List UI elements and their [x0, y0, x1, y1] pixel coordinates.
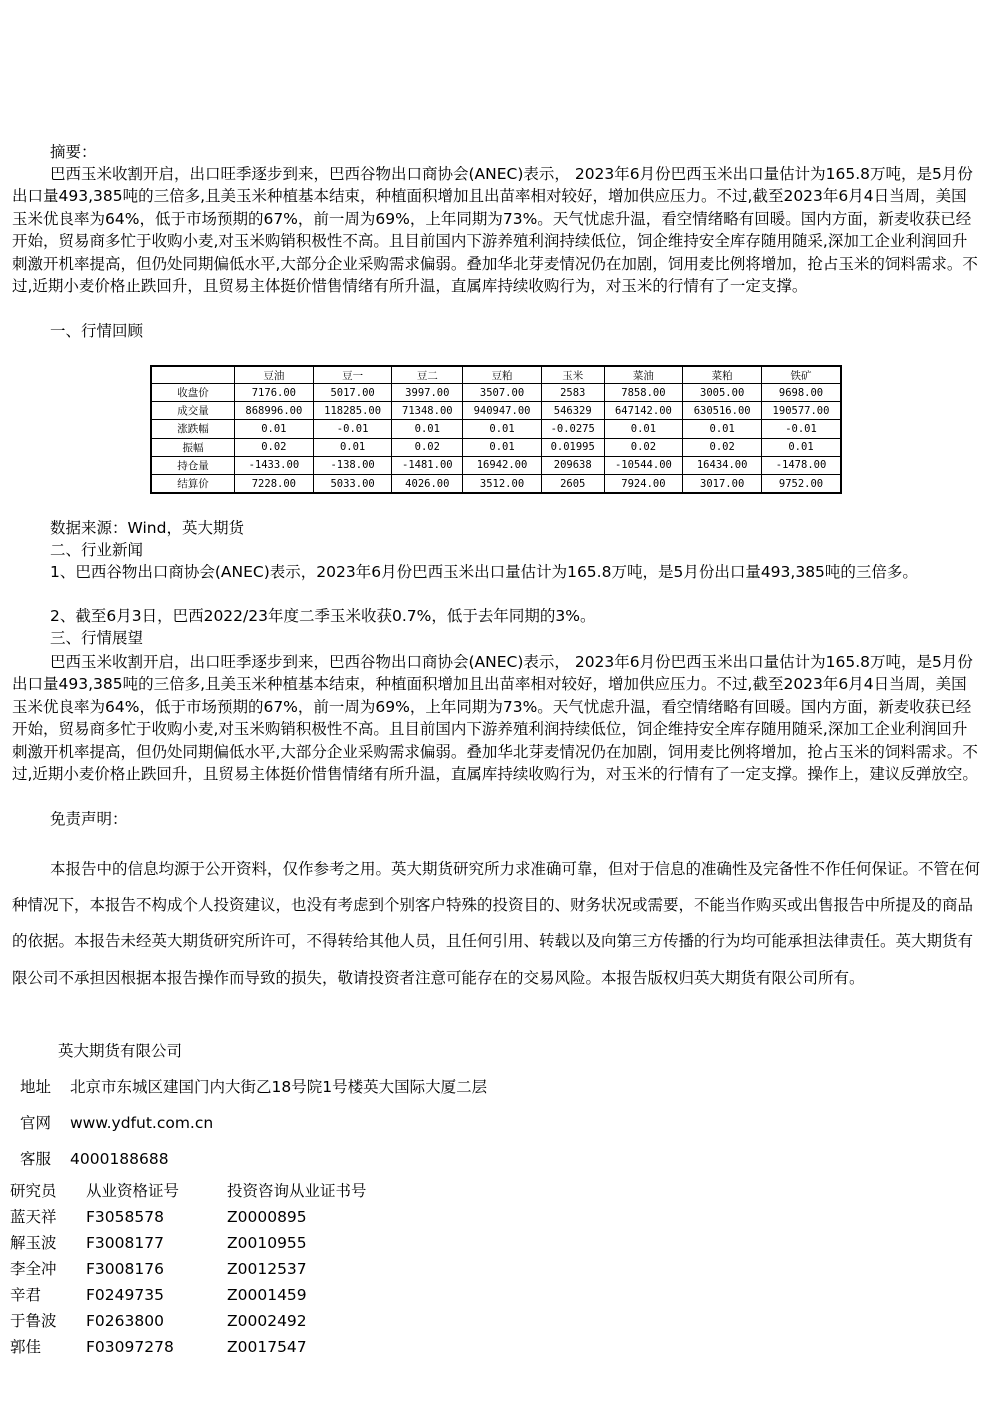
- market-table-header-cell: 菜油: [604, 366, 683, 384]
- qualification-number: F3058578: [86, 1208, 164, 1226]
- market-table-cell: 0.02: [235, 438, 314, 456]
- market-table-cell: -1478.00: [762, 456, 841, 474]
- market-table: [150, 365, 842, 494]
- market-table-cell: 9698.00: [762, 384, 841, 402]
- market-table-cell: 0.02: [604, 438, 683, 456]
- market-table-cell: 630516.00: [683, 402, 762, 420]
- market-table-cell: 2583: [541, 384, 604, 402]
- researcher-header-row: [10, 1178, 367, 1204]
- market-table-cell: 3512.00: [463, 474, 542, 493]
- researcher-table: [10, 1178, 367, 1360]
- service-value: 4000188688: [70, 1150, 169, 1168]
- address-label: 地址: [20, 1078, 52, 1096]
- outlook-text: 巴西玉米收割开启，出口旺季逐步到来，巴西谷物出口商协会(ANEC)表示， 2023年6月份巴西玉米出口量估计为165.8万吨，是5月份出口量493,385吨的三倍多,且美玉米种植基本结束，种植面积增加且出苗率相对较好，增加供应压力。不过,截至2023年6月4日当周，美国玉米优良率为64%，低于市场预期的67%，前一周为69%，上年同期为73%。天气忧虑升温，看空情绪略有回暖。国内方面，新麦收获已经开始，贸易商多忙于收购小麦,对玉米购销积极性不高。且目前国内下游养殖利润持续低位，饲企维持安全库存随用随采,深加工企业利润回升刺激开机率提高，但仍处同期偏低水平,大部分企业采购需求偏弱。叠加华北芽麦情况仍在加剧，饲用麦比例将增加，抢占玉米的饲料需求。不过,近期小麦价格止跌回升，且贸易主体挺价惜售情绪有所升温，直属库持续收购行为，对玉米的行情有了一定支撑。操作上，建议反弹放空。: [12, 653, 978, 784]
- market-table-header-cell: [151, 366, 235, 384]
- market-table-cell: 940947.00: [463, 402, 542, 420]
- qualification-number: F3008177: [86, 1234, 164, 1252]
- researcher-row: [10, 1334, 367, 1360]
- market-table-cell: 2605: [541, 474, 604, 493]
- market-table-cell: 5033.00: [313, 474, 392, 493]
- market-table-cell: 0.01: [604, 420, 683, 438]
- market-table-row-label: 成交量: [151, 402, 235, 420]
- market-table-cell: -1433.00: [235, 456, 314, 474]
- address-row: [20, 1076, 487, 1098]
- market-table-cell: 0.01: [392, 420, 463, 438]
- market-table-cell: 647142.00: [604, 402, 683, 420]
- disclaimer-text: 本报告中的信息均源于公开资料，仅作参考之用。英大期货研究所力求准确可靠，但对于信息的准确性及完备性不作任何保证。不管在何种情况下，本报告不构成个人投资建议，也没有考虑到个别客户特殊的投资目的、财务状况或需要，不能当作购买或出售报告中所提及的商品的依据。本报告未经英大期货研究所许可，不得转给其他人员，且任何引用、转载以及向第三方传播的行为均可能承担法律责任。英大期货有限公司不承担因根据本报告操作而导致的损失，敬请投资者注意可能存在的交易风险。本报告版权归英大期货有限公司所有。: [12, 860, 981, 987]
- address-value: 北京市东城区建国门内大街乙18号院1号楼英大国际大厦二层: [70, 1078, 488, 1096]
- industry-news-heading: 二、行业新闻: [50, 541, 144, 559]
- market-table-header-cell: 豆粕: [463, 366, 542, 384]
- researcher-name: 蓝天祥: [10, 1208, 57, 1226]
- market-table-row-label: 持仓量: [151, 456, 235, 474]
- market-table-cell: 3507.00: [463, 384, 542, 402]
- market-table-cell: 0.01: [313, 438, 392, 456]
- outlook-heading: 三、行情展望: [50, 629, 144, 647]
- market-table-cell: 3005.00: [683, 384, 762, 402]
- researcher-name: 于鲁波: [10, 1312, 57, 1330]
- consulting-certificate-number: Z0002492: [227, 1312, 307, 1330]
- website-value[interactable]: www.ydfut.com.cn: [70, 1114, 214, 1132]
- market-table-cell: 3017.00: [683, 474, 762, 493]
- news-item-1: 1、巴西谷物出口商协会(ANEC)表示，2023年6月份巴西玉米出口量估计为165.8万吨，是5月份出口量493,385吨的三倍多。: [50, 563, 918, 581]
- market-table-cell: 71348.00: [392, 402, 463, 420]
- data-source: 数据来源：Wind，英大期货: [50, 519, 244, 537]
- market-table-cell: 0.01: [463, 438, 542, 456]
- consulting-certificate-number: Z0010955: [227, 1234, 307, 1252]
- market-table-header-cell: 菜粕: [683, 366, 762, 384]
- researcher-name: 辛君: [10, 1286, 42, 1304]
- market-table-row-label: 振幅: [151, 438, 235, 456]
- market-table-cell: 118285.00: [313, 402, 392, 420]
- market-table-cell: 0.01: [235, 420, 314, 438]
- market-table-header-cell: 玉米: [541, 366, 604, 384]
- researcher-row: [10, 1282, 367, 1308]
- researcher-row: [10, 1308, 367, 1334]
- qualification-number: F03097278: [86, 1338, 174, 1356]
- market-review-heading: 一、行情回顾: [50, 322, 144, 340]
- market-table-cell: -0.01: [762, 420, 841, 438]
- qualification-number: F3008176: [86, 1260, 164, 1278]
- researcher-header-cell: 研究员: [10, 1182, 57, 1200]
- market-table-cell: 546329: [541, 402, 604, 420]
- market-table-header-cell: 铁矿: [762, 366, 841, 384]
- market-table-cell: 7176.00: [235, 384, 314, 402]
- qualification-number: F0263800: [86, 1312, 164, 1330]
- market-table-cell: 3997.00: [392, 384, 463, 402]
- market-table-row-label: 涨跌幅: [151, 420, 235, 438]
- market-table-row-label: 收盘价: [151, 384, 235, 402]
- market-table-cell: 190577.00: [762, 402, 841, 420]
- consulting-certificate-number: Z0000895: [227, 1208, 307, 1226]
- market-table-cell: 16942.00: [463, 456, 542, 474]
- researcher-row: [10, 1256, 367, 1282]
- market-table-row: [151, 438, 841, 456]
- researcher-row: [10, 1230, 367, 1256]
- company-name: 英大期货有限公司: [58, 1042, 183, 1060]
- market-table-cell: -0.01: [313, 420, 392, 438]
- summary-heading: 摘要：: [50, 143, 97, 161]
- market-table-cell: -1481.00: [392, 456, 463, 474]
- market-table-cell: 0.02: [392, 438, 463, 456]
- summary-text: 巴西玉米收割开启，出口旺季逐步到来，巴西谷物出口商协会(ANEC)表示， 2023年6月份巴西玉米出口量估计为165.8万吨，是5月份出口量493,385吨的三倍多,且美玉米种植基本结束，种植面积增加且出苗率相对较好，增加供应压力。不过,截至2023年6月4日当周，美国玉米优良率为64%，低于市场预期的67%，前一周为69%，上年同期为73%。天气忧虑升温，看空情绪略有回暖。国内方面，新麦收获已经开始，贸易商多忙于收购小麦,对玉米购销积极性不高。且目前国内下游养殖利润持续低位，饲企维持安全库存随用随采,深加工企业利润回升刺激开机率提高，但仍处同期偏低水平,大部分企业采购需求偏弱。叠加华北芽麦情况仍在加剧，饲用麦比例将增加，抢占玉米的饲料需求。不过,近期小麦价格止跌回升，且贸易主体挺价惜售情绪有所升温，直属库持续收购行为，对玉米的行情有了一定支撑。: [12, 165, 978, 296]
- market-table-cell: 209638: [541, 456, 604, 474]
- disclaimer-heading: 免责声明：: [50, 810, 128, 828]
- service-row: [20, 1148, 169, 1170]
- market-table-header-row: [151, 366, 841, 384]
- service-label: 客服: [20, 1150, 52, 1168]
- researcher-name: 郭佳: [10, 1338, 42, 1356]
- market-table-row-label: 结算价: [151, 474, 235, 493]
- market-table-cell: 0.01995: [541, 438, 604, 456]
- market-table-cell: 0.01: [683, 420, 762, 438]
- market-table-cell: 0.01: [762, 438, 841, 456]
- market-table-cell: 7924.00: [604, 474, 683, 493]
- market-table-cell: 0.01: [463, 420, 542, 438]
- qualification-number: F0249735: [86, 1286, 164, 1304]
- market-table-header-cell: 豆油: [235, 366, 314, 384]
- news-item-2: 2、截至6月3日，巴西2022/23年度二季玉米收获0.7%，低于去年同期的3%。: [50, 607, 596, 625]
- researcher-header-cell: 从业资格证号: [86, 1182, 180, 1200]
- researcher-name: 李全冲: [10, 1260, 57, 1278]
- market-table-cell: 7858.00: [604, 384, 683, 402]
- market-table-row: [151, 456, 841, 474]
- website-label: 官网: [20, 1114, 52, 1132]
- market-table-row: [151, 402, 841, 420]
- consulting-certificate-number: Z0017547: [227, 1338, 307, 1356]
- market-table-header-cell: 豆二: [392, 366, 463, 384]
- market-table-cell: 868996.00: [235, 402, 314, 420]
- market-table-cell: 0.02: [683, 438, 762, 456]
- market-table-cell: -0.0275: [541, 420, 604, 438]
- market-table-row: [151, 420, 841, 438]
- market-table-cell: 9752.00: [762, 474, 841, 493]
- market-table-row: [151, 474, 841, 493]
- market-table-cell: -10544.00: [604, 456, 683, 474]
- researcher-header-cell: 投资咨询从业证书号: [227, 1182, 367, 1200]
- market-table-cell: 7228.00: [235, 474, 314, 493]
- market-table-row: [151, 384, 841, 402]
- consulting-certificate-number: Z0001459: [227, 1286, 307, 1304]
- market-table-cell: -138.00: [313, 456, 392, 474]
- market-table-cell: 5017.00: [313, 384, 392, 402]
- market-table-cell: 16434.00: [683, 456, 762, 474]
- consulting-certificate-number: Z0012537: [227, 1260, 307, 1278]
- market-table-header-cell: 豆一: [313, 366, 392, 384]
- website-row: [20, 1112, 213, 1134]
- researcher-row: [10, 1204, 367, 1230]
- researcher-name: 解玉波: [10, 1234, 57, 1252]
- market-table-cell: 4026.00: [392, 474, 463, 493]
